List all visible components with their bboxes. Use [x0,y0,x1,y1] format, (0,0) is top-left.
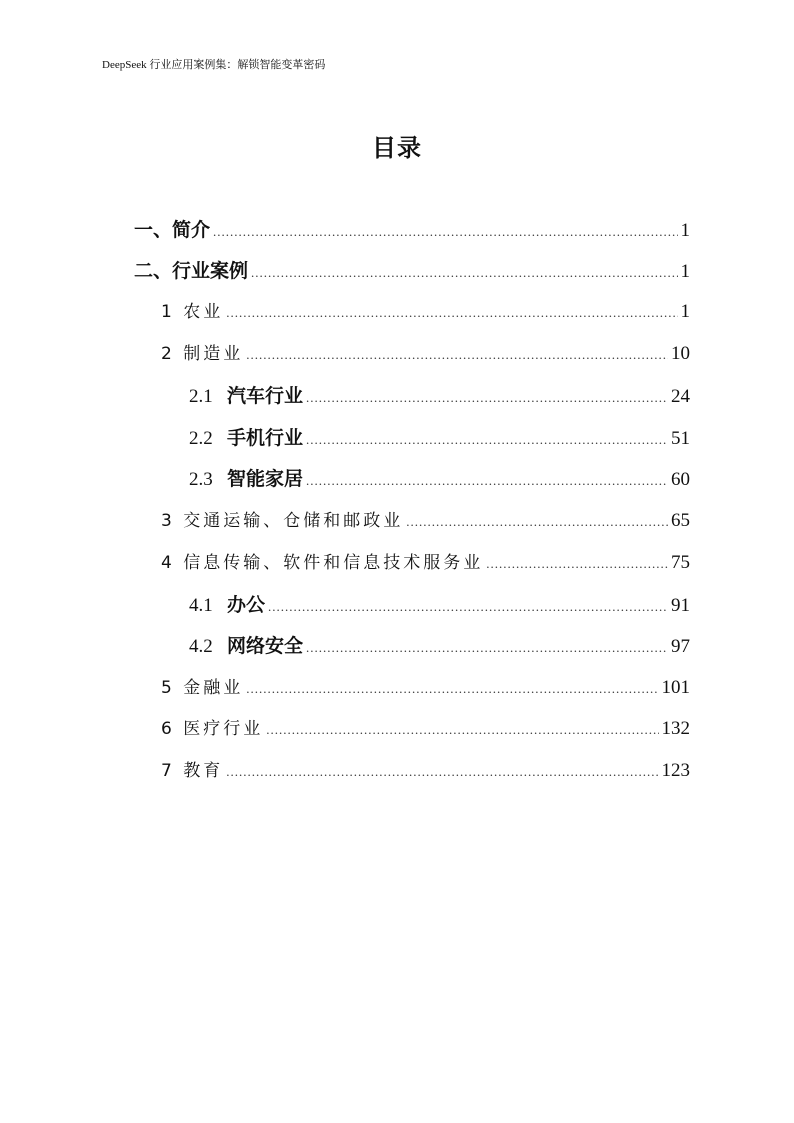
dot-leader [226,758,658,786]
toc-entry-label [189,591,265,620]
toc-entry-label: 6 医疗行业 [161,719,264,739]
toc-page-number: 1 [680,301,690,322]
toc-page-number: 1 [680,261,690,282]
dot-leader [246,675,658,703]
toc-page-number: 75 [671,552,690,573]
dot-leader [406,508,668,536]
toc-entry-automotive[interactable] [189,382,690,410]
toc-entry-label [189,632,303,661]
toc-page-number: 65 [671,510,690,531]
toc-page-number: 97 [671,636,690,657]
toc-page-number: 91 [671,595,690,616]
toc-entry-label [189,382,303,411]
toc-section-title: 手机行业 [227,427,304,449]
toc-entry-information-technology[interactable] [161,549,690,577]
toc-entry-label: 7 教育 [161,761,224,781]
toc-page-number: 51 [671,428,690,449]
toc-entry-label: 2 制造业 [161,344,244,364]
toc-entry-introduction[interactable] [134,216,690,244]
toc-entry-office[interactable] [189,591,690,619]
toc-section-number: 4.1 [189,595,213,616]
dot-leader [251,259,677,287]
dot-leader [306,634,668,662]
dot-leader [486,550,668,578]
dot-leader [306,467,668,495]
toc-page-number: 10 [671,343,690,364]
toc-entry-label: 3 交通运输、仓储和邮政业 [161,511,404,531]
toc-title: 目录 [372,134,422,162]
running-header: DeepSeek 行业应用案例集：解锁智能变革密码 [102,59,326,71]
toc-entry-label: 4 信息传输、软件和信息技术服务业 [161,553,484,573]
dot-leader [266,716,658,744]
toc-entry-finance[interactable] [161,674,690,702]
toc-page-number: 132 [661,718,690,739]
toc-section-number: 4.2 [189,636,213,657]
toc-page-number: 60 [671,469,690,490]
toc-entry-industry-cases[interactable] [134,257,690,285]
dot-leader [268,593,668,621]
toc-entry-label: 一、简介 [134,219,211,241]
toc-entry-network-security[interactable] [189,632,690,660]
toc-section-number: 2.2 [189,428,213,449]
toc-entry-education[interactable] [161,757,690,785]
toc-entry-label [189,424,303,453]
dot-leader [213,218,677,246]
toc-entry-label: 5 金融业 [161,678,244,698]
dot-leader [306,426,668,454]
toc-entry-healthcare[interactable] [161,715,690,743]
toc-section-title: 智能家居 [227,468,304,490]
toc-entry-label [189,465,303,494]
dot-leader [246,341,668,369]
dot-leader [226,299,677,327]
toc-page-number: 1 [680,220,690,241]
toc-section-number: 2.3 [189,469,213,490]
toc-section-title: 网络安全 [227,635,304,657]
toc-entry-mobile-phone[interactable] [189,424,690,452]
toc-section-number: 2.1 [189,386,213,407]
dot-leader [306,384,668,412]
toc-page-number: 101 [661,677,690,698]
toc-entry-agriculture[interactable] [161,298,690,326]
toc-section-title: 办公 [227,594,266,616]
toc-page-number: 24 [671,386,690,407]
toc-section-title: 汽车行业 [227,385,304,407]
toc-entry-manufacturing[interactable] [161,340,690,368]
toc-page-number: 123 [661,760,690,781]
toc-entry-label: 二、行业案例 [134,260,249,282]
toc-entry-smart-home[interactable] [189,465,690,493]
toc-entry-transport-logistics[interactable] [161,507,690,535]
toc-entry-label: 1 农业 [161,302,224,322]
